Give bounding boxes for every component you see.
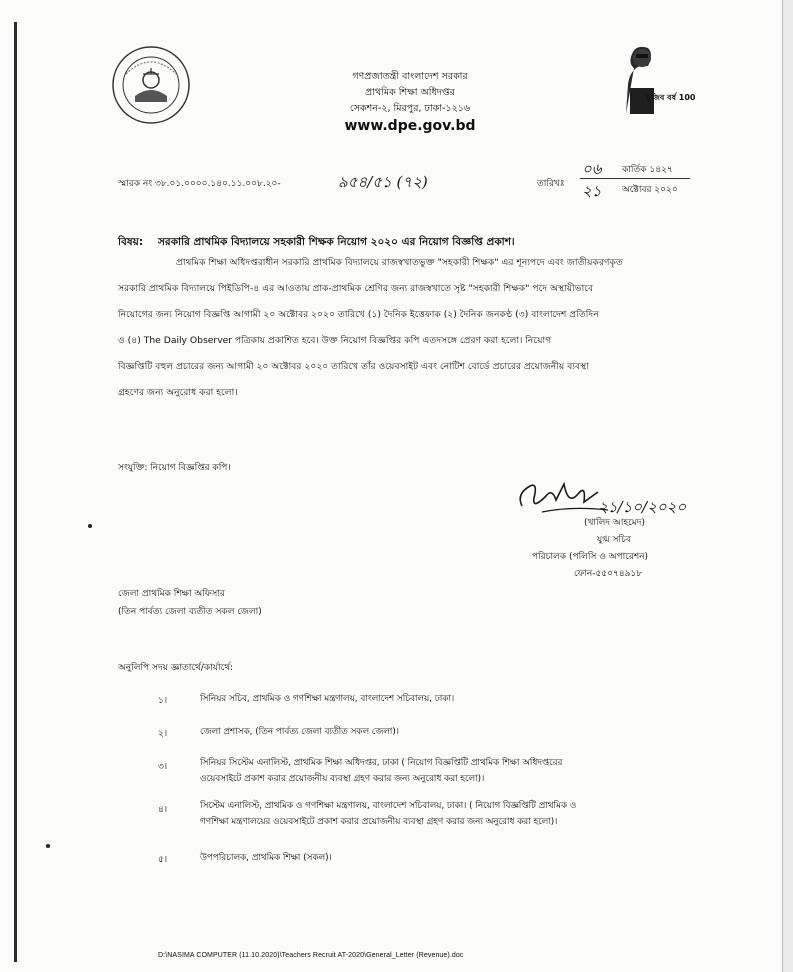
date-label: তারিখঃ <box>537 179 565 189</box>
header-government: গণপ্রজাতন্ত্রী বাংলাদেশ সরকার <box>352 71 468 82</box>
copy-item-number: ৫। <box>158 855 168 865</box>
header-address: সেকশন-২, মিরপুর, ঢাকা-১২১৬ <box>349 103 471 114</box>
header-website: www.dpe.gov.bd <box>344 118 476 134</box>
copy-item-number: ৪। <box>158 805 168 815</box>
signatory-name: (খালিদ আহমেদ) <box>584 518 645 528</box>
subject-text: সরকারি প্রাথমিক বিদ্যালয়ে সহকারী শিক্ষক নিয়োগ ২০২০ এর নিয়োগ বিজ্ঞপ্তি প্রকাশ। <box>158 236 515 248</box>
copy-item-text: সিস্টেম এনালিস্ট, প্রাথমিক ও গণশিক্ষা মন্ত্রণালয়, বাংলাদেশ সচিবালয়, ঢাকা। ( নিয়োগ বিজ্ঞপ্তিটি প্রাথমিক ও <box>200 801 577 811</box>
signatory-title: যুগ্ম সচিব <box>597 535 631 545</box>
date-divider <box>580 178 690 179</box>
date-day-bangla: ০৬ <box>582 160 602 178</box>
stray-mark <box>46 844 50 848</box>
memo-handwritten: ৯৫৪/৫১ (৭২) <box>338 173 428 191</box>
signature-date: ২১/১০/২০২০ <box>598 498 687 516</box>
date-day-english: ২১ <box>582 182 602 200</box>
body-line: গ্রহণের জন্য অনুরোধ করা হলো। <box>118 387 238 398</box>
copy-item-number: ১। <box>158 696 168 706</box>
page-fold-line <box>14 22 17 962</box>
memo-number: স্মারক নং ৩৮.০১.০০০০.১৪০.১১.০০৮.২০- <box>118 179 281 189</box>
body-line: বিজ্ঞপ্তিটি বহুল প্রচারের জন্য আগামী ২০ অক্টোবর ২০২০ তারিখে তাঁর ওয়েবসাইট এবং নোটিশ বোর্ডে প্রচারের প্রয়োজনীয় ব্যবস্থা <box>118 361 589 372</box>
signatory-designation: পরিচালক (পলিসি ও অপারেশন) <box>532 552 649 562</box>
copy-item-number: ৩। <box>158 762 168 772</box>
copy-item-number: ২। <box>158 729 168 739</box>
copy-item-text: উপপরিচালক, প্রাথমিক শিক্ষা (সকল)। <box>200 853 332 863</box>
copy-item-text: জেলা প্রশাসক, (তিন পার্বত্য জেলা ব্যতীত সকল জেলা)। <box>200 727 399 737</box>
date-bangla-month: কার্তিক ১৪২৭ <box>622 165 673 175</box>
signatory-phone: ফোন-৫৫০৭৪৯১৮ <box>574 569 643 579</box>
dpe-seal-logo <box>110 44 192 126</box>
mujib-borsho-logo <box>618 44 696 116</box>
mujib-borsho-caption: মুজিব বর্ষ 100 <box>646 93 696 102</box>
body-paragraph <box>118 250 688 406</box>
copy-heading: অনুলিপি সদয় জ্ঞাতার্থে/কার্যার্থে: <box>118 663 234 673</box>
body-line: সরকারি প্রাথমিক বিদ্যালয়ে পিইডিপি-৪ এর আওতায় প্রাক-প্রাথমিক শ্রেণির জন্য রাজস্বখাতে সৃষ্ট "সহকারী শিক্ষক" পদে অস্থায়ীভাবে <box>118 283 594 294</box>
attachment-note: সংযুক্তি: নিয়োগ বিজ্ঞপ্তির কপি। <box>118 463 231 473</box>
recipient-title: জেলা প্রাথমিক শিক্ষা অফিসার <box>118 589 225 599</box>
copy-item-text: সিনিয়র সচিব, প্রাথমিক ও গণশিক্ষা মন্ত্রণালয়, বাংলাদেশ সচিবালয়, ঢাকা। <box>200 694 455 704</box>
page-edge <box>782 0 793 972</box>
body-line: নিয়োগের জন্য নিয়োগ বিজ্ঞপ্তি আগামী ২০ অক্টোবর ২০২০ তারিখে (১) দৈনিক ইত্তেফাক (২) দৈনিক জনকণ্ঠ (৩) বাংলাদেশ প্রতিদিন <box>118 309 599 320</box>
subject-label: বিষয়: <box>118 236 144 248</box>
stray-mark <box>88 524 92 528</box>
body-line: প্রাথমিক শিক্ষা অধিদপ্তরাধীন সরকারি প্রাথমিক বিদ্যালয়ে রাজস্বখাতভুক্ত "সহকারী শিক্ষক" এর শূন্যপদে এবং জাতীয়করণকৃত <box>176 257 623 268</box>
recipient-scope: (তিন পার্বত্য জেলা ব্যতীত সকল জেলা) <box>118 607 262 617</box>
date-english-month: অক্টোবর ২০২০ <box>622 185 678 195</box>
header-department: প্রাথমিক শিক্ষা অধিদপ্তর <box>365 87 455 98</box>
copy-item-text: গণশিক্ষা মন্ত্রণালয়ের ওয়েবসাইটে প্রকাশ করার প্রয়োজনীয় ব্যবস্থা গ্রহণ করার জন্য অনুরোধ করা হলো)। <box>200 817 558 827</box>
file-path-footer: D:\NASIMA COMPUTER (11.10.2020)\Teachers Recruit AT-2020\General_Letter (Revenue).doc <box>158 952 464 959</box>
copy-item-text: ওয়েবসাইটে প্রকাশ করার প্রয়োজনীয় ব্যবস্থা গ্রহণ করার জন্য অনুরোধ করা হলো)। <box>200 774 485 784</box>
copy-item-text: সিনিয়র সিস্টেম এনালিস্ট, প্রাথমিক শিক্ষা অধিদপ্তর, ঢাকা ( নিয়োগ বিজ্ঞপ্তিটি প্রাথমিক শিক্ষা অধিদপ্তরের <box>200 758 563 768</box>
body-line: ও (৪) The Daily Observer পত্রিকায় প্রকাশিত হবে। উক্ত নিয়োগ বিজ্ঞপ্তির কপি এতদসঙ্গে প্রেরণ করা হলো। নিয়োগ <box>118 335 552 346</box>
